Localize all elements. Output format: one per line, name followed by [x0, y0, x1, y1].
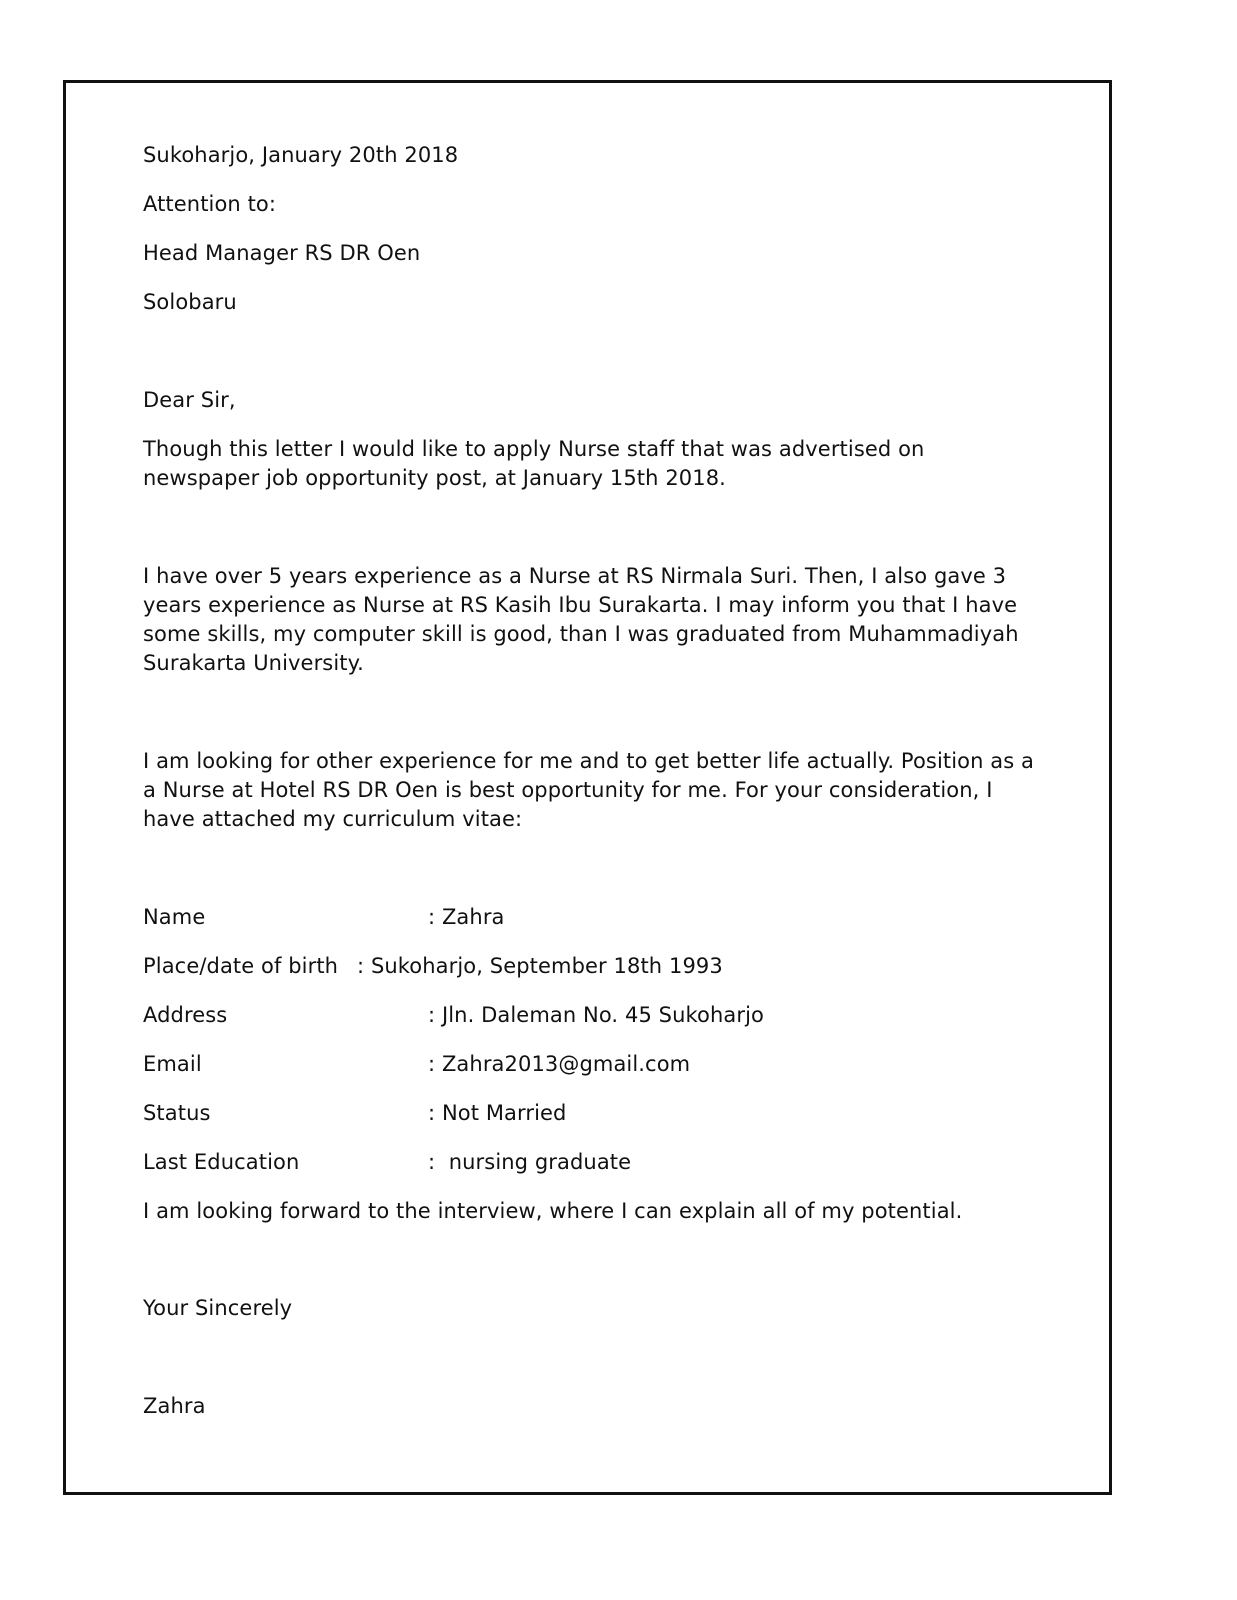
- cv-birth-label: Place/date of birth: [143, 954, 339, 978]
- place-date: Sukoharjo, January 20th 2018: [143, 143, 459, 167]
- paragraph-line: some skills, my computer skill is good, than I was graduated from Muhammadiyah: [143, 622, 1019, 646]
- paragraph-line: I am looking for other experience for me and to get better life actually. Position as a: [143, 749, 1035, 773]
- cv-status-value: : Not Married: [428, 1101, 567, 1125]
- paragraph-line: Though this letter I would like to apply Nurse staff that was advertised on: [143, 437, 925, 461]
- paragraph-motivation: [143, 747, 1083, 834]
- recipient-location: Solobaru: [143, 290, 237, 314]
- cv-email-value: : Zahra2013@gmail.com: [428, 1052, 691, 1076]
- cv-education-value: : nursing graduate: [428, 1150, 632, 1174]
- cv-name-value: : Zahra: [428, 905, 505, 929]
- signature-name: Zahra: [143, 1394, 206, 1418]
- salutation: Dear Sir,: [143, 388, 236, 412]
- paragraph-line: a Nurse at Hotel RS DR Oen is best opportunity for me. For your consideration, I: [143, 778, 993, 802]
- cv-name-label: Name: [143, 905, 206, 929]
- paragraph-line: newspaper job opportunity post, at January 15th 2018.: [143, 466, 726, 490]
- cv-status-label: Status: [143, 1101, 211, 1125]
- cv-education-label: Last Education: [143, 1150, 300, 1174]
- paragraph-line: years experience as Nurse at RS Kasih Ibu Surakarta. I may inform you that I have: [143, 593, 1018, 617]
- paragraph-application: [143, 435, 1083, 493]
- recipient-title: Head Manager RS DR Oen: [143, 241, 421, 265]
- paragraph-line: have attached my curriculum vitae:: [143, 807, 523, 831]
- attention-line: Attention to:: [143, 192, 277, 216]
- cv-email-label: Email: [143, 1052, 202, 1076]
- cv-address-value: : Jln. Daleman No. 45 Sukoharjo: [428, 1003, 764, 1027]
- closing-line: I am looking forward to the interview, where I can explain all of my potential.: [143, 1199, 963, 1223]
- paragraph-line: I have over 5 years experience as a Nurse at RS Nirmala Suri. Then, I also gave 3: [143, 564, 1007, 588]
- paragraph-experience: [143, 562, 1083, 678]
- valediction: Your Sincerely: [143, 1296, 293, 1320]
- cv-address-label: Address: [143, 1003, 228, 1027]
- cv-birth-value: : Sukoharjo, September 18th 1993: [357, 954, 723, 978]
- paragraph-line: Surakarta University.: [143, 651, 364, 675]
